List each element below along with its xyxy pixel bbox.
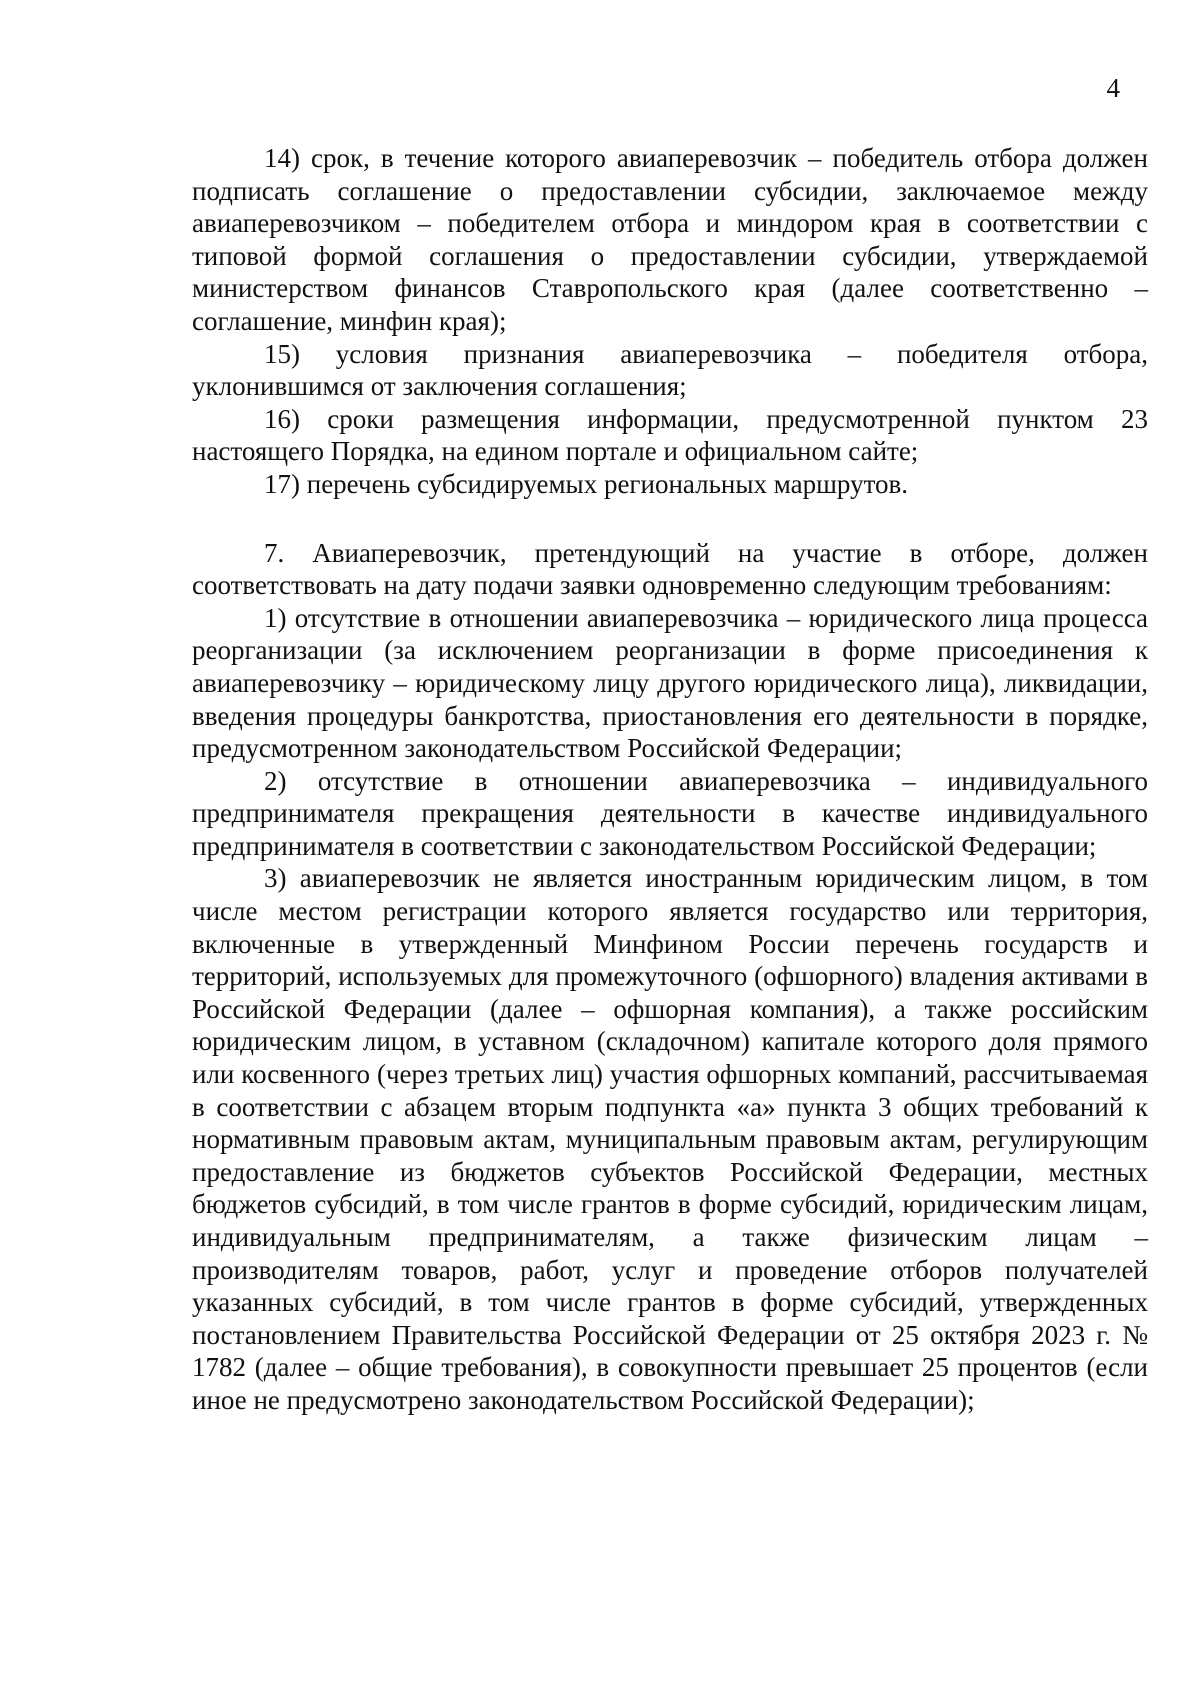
paragraph-requirement-1: 1) отсутствие в отношении авиаперевозчика – юридического лица процесса реорганизации (за исключением реорганизации в форме присоединения к авиаперевозчику – юридическому лицу другого юридического лица), ликвидации, введения процедуры банкротства, приостановления его деятельности в порядке, предусмотренном законодательством Российской Федерации;	[192, 602, 1148, 764]
paragraph-item-16: 16) сроки размещения информации, предусмотренной пунктом 23 настоящего Порядка, на едином портале и официальном сайте;	[192, 403, 1148, 467]
paragraph-section-7: 7. Авиаперевозчик, претендующий на участие в отборе, должен соответствовать на дату подачи заявки одновременно следующим требованиям:	[192, 537, 1148, 601]
paragraph-item-15: 15) условия признания авиаперевозчика – победителя отбора, уклонившимся от заключения соглашения;	[192, 338, 1148, 402]
paragraph-item-17: 17) перечень субсидируемых региональных маршрутов.	[264, 468, 909, 499]
page-number: 4	[1106, 73, 1120, 103]
paragraph-item-14: 14) срок, в течение которого авиаперевозчик – победитель отбора должен подписать соглашение о предоставлении субсидии, заключаемое между авиаперевозчиком – победителем отбора и миндором края в соответствии с типовой формой соглашения о предоставлении субсидии, утверждаемой министерством финансов Ставропольского края (далее соответственно – соглашение, минфин края);	[192, 143, 1148, 336]
paragraph-requirement-3: 3) авиаперевозчик не является иностранным юридическим лицом, в том числе местом регистрации которого является государство или территория, включенные в утвержденный Минфином России перечень государств и территорий, используемых для промежуточного (офшорного) владения активами в Российской Федерации (далее – офшорная компания), а также российским юридическим лицом, в уставном (складочном) капитале которого доля прямого или косвенного (через третьих лиц) участия офшорных компаний, рассчитываемая в соответствии с абзацем вторым подпункта «а» пункта 3 общих требований к нормативным правовым актам, муниципальным правовым актам, регулирующим предоставление из бюджетов субъектов Российской Федерации, местных бюджетов субсидий, в том числе грантов в форме субсидий, юридическим лицам, индивидуальным предпринимателям, а также физическим лицам – производителям товаров, работ, услуг и проведение отборов получателей указанных субсидий, в том числе грантов в форме субсидий, утвержденных постановлением Правительства Российской Федерации от 25 октября 2023 г. № 1782 (далее – общие требования), в совокупности превышает 25 процентов (если иное не предусмотрено законодательством Российской Федерации);	[192, 863, 1148, 1415]
paragraph-requirement-2: 2) отсутствие в отношении авиаперевозчика – индивидуального предпринимателя прекращения деятельности в качестве индивидуального предпринимателя в соответствии с законодательством Российской Федерации;	[192, 765, 1148, 861]
document-body	[192, 142, 1148, 1417]
